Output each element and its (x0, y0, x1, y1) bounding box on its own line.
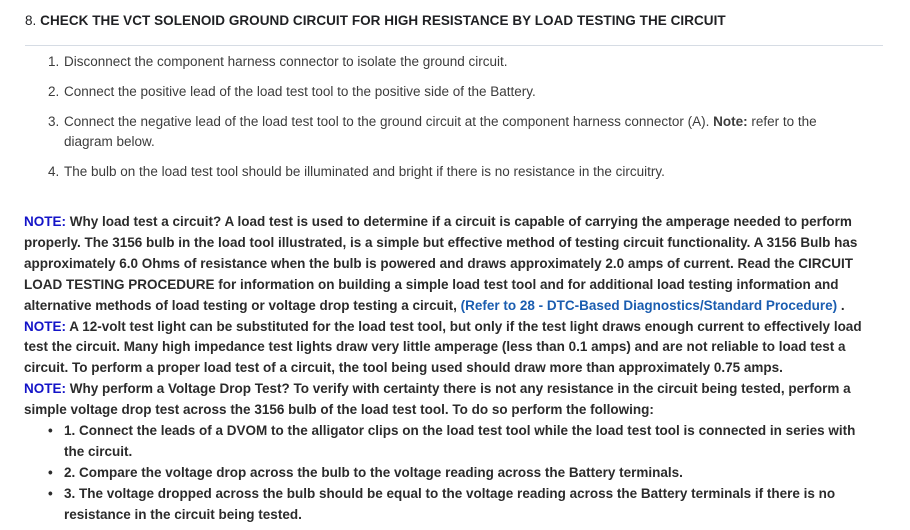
bullet-dot-icon: • (48, 485, 53, 501)
procedure-link[interactable]: (Refer to 28 - DTC-Based Diagnostics/Standard Procedure) (460, 297, 838, 313)
substep-number: 2. (48, 84, 60, 99)
bullet-dot-icon: • (48, 464, 53, 480)
substep-item (48, 52, 868, 72)
substep-text: Connect the positive lead of the load test tool to the positive side of the Battery. (64, 84, 536, 99)
bullet-text: 1. Connect the leads of a DVOM to the alligator clips on the load test tool while the load test tool is connected in series with the circuit. (64, 423, 856, 459)
substep-note-label: Note: (713, 114, 748, 129)
note-block (24, 212, 879, 317)
bullet-text: 3. The voltage dropped across the bulb should be equal to the voltage reading across the Battery terminals if there is no resistance in the circuit being tested. (64, 485, 836, 522)
substep-item (48, 162, 868, 182)
note-text: A 12-volt test light can be substituted for the load test tool, but only if the test light draws enough current to effectively load test the circuit. Many high impedance test lights draw very little amperage (less than 0.1 amps) and are not reliable to load test a circuit. To perform a proper load test of a circuit, the tool being used should draw more than approximately 0.75 amps. (24, 318, 862, 376)
note-label: NOTE: (24, 318, 66, 334)
note-text: . (837, 297, 845, 313)
substep-number: 3. (48, 114, 60, 129)
note-text: Why load test a circuit? A load test is used to determine if a circuit is capable of carrying the amperage needed to perform properly. The 3156 bulb in the load tool illustrated, is a simple but effective method of testing circuit functionality. A 3156 Bulb has approximately 6.0 Ohms of resistance when the bulb is powered and draws approximately 2.0 amps of current. Read the CIRCUIT LOAD TESTING PROCEDURE for information on building a simple load test tool and for additional load testing information and alternative methods of load testing or voltage drop testing a circuit, (24, 214, 858, 313)
substep-number: 4. (48, 164, 60, 179)
substep-item (48, 112, 868, 152)
substep-list (48, 52, 868, 182)
substep-text: Disconnect the component harness connector to isolate the ground circuit. (64, 54, 508, 69)
step-heading (25, 13, 726, 28)
bullet-item (24, 421, 879, 463)
substep-item (48, 82, 868, 102)
bullet-dot-icon: • (48, 423, 53, 439)
bullet-list (24, 421, 879, 526)
substep-text: The bulb on the load test tool should be illuminated and bright if there is no resistance in the circuitry. (64, 164, 665, 179)
step-number: 8. (25, 13, 37, 28)
substep-text: Connect the negative lead of the load test tool to the ground circuit at the component harness connector (A). (64, 114, 714, 129)
note-label: NOTE: (24, 214, 66, 229)
note-text: Why perform a Voltage Drop Test? To verify with certainty there is not any resistance in the circuit being tested, perform a simple voltage drop test across the 3156 bulb of the load test tool. To do so perform the following: (24, 381, 851, 418)
note-label: NOTE: (24, 381, 66, 397)
bullet-text: 2. Compare the voltage drop across the bulb to the voltage reading across the Battery terminals. (64, 464, 683, 480)
notes-section (24, 212, 879, 526)
divider (25, 45, 883, 46)
note-block (24, 317, 879, 380)
substep-number: 1. (48, 54, 60, 69)
bullet-item (24, 484, 879, 526)
note-block (24, 379, 879, 525)
step-title: CHECK THE VCT SOLENOID GROUND CIRCUIT FOR HIGH RESISTANCE BY LOAD TESTING THE CIRCUIT (40, 13, 726, 28)
substep-text: refer to the diagram below. (64, 114, 817, 149)
bullet-item (24, 463, 879, 484)
